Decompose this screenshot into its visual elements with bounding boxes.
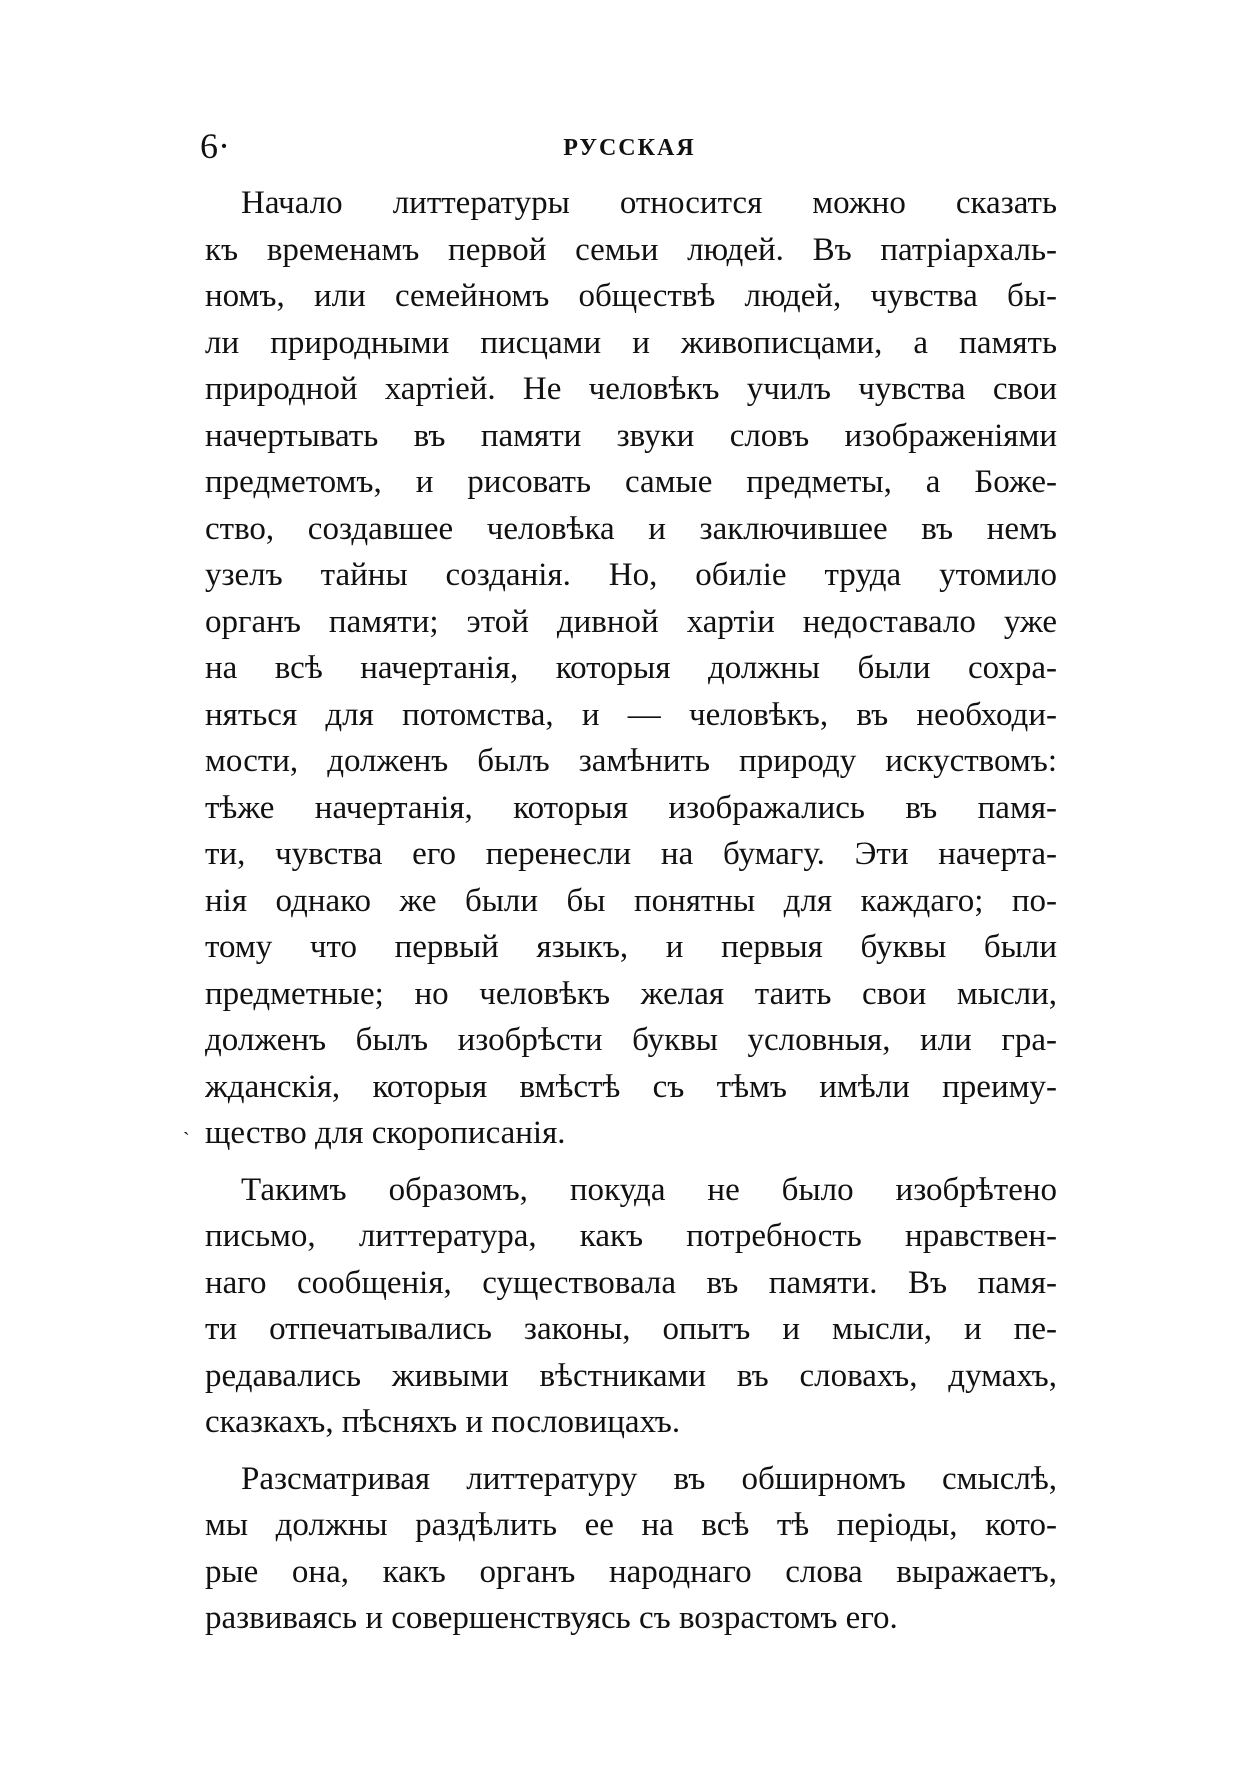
text-line: мости, долженъ былъ замѣнить природу искуствомъ: [205, 743, 1057, 779]
text-line: няться для потомства, и — человѣкъ, въ необходи- [205, 696, 1057, 733]
margin-mark: ` [183, 1129, 190, 1151]
text-line: узелъ тайны созданiя. Но, обилiе труда утомило [205, 557, 1057, 593]
paragraph [205, 1456, 1057, 1642]
text-line: рые она, какъ органъ народнаго слова выражаетъ, [205, 1553, 1057, 1590]
text-line: на всѣ начертанiя, которыя должны были сохра- [205, 650, 1057, 686]
text-line: начертывать въ памяти звуки словъ изображенiями [205, 417, 1057, 454]
text-line: редавались живыми вѣстниками въ словахъ, думахъ, [205, 1357, 1057, 1394]
text-line: долженъ былъ изобрѣсти буквы условныя, или гра- [205, 1022, 1057, 1058]
text-line: предметные; но человѣкъ желая таить свои мысли, [205, 975, 1057, 1012]
text-line: номъ, или семейномъ обществѣ людей, чувства бы- [205, 278, 1057, 314]
text-line: письмо, литтература, какъ потребность нравствен- [205, 1218, 1057, 1254]
text-line: развиваясь и совершенствуясь съ возрастомъ его. [205, 1600, 898, 1636]
running-title: РУССКАЯ [563, 135, 696, 161]
text-line: ли природными писцами и живописцами, а память [205, 324, 1057, 361]
text-line: тому что первый языкъ, и первыя буквы были [205, 929, 1057, 965]
text-line: органъ памяти; этой дивной хартiи недоставало уже [205, 603, 1057, 640]
page-number: 6· [200, 126, 230, 166]
paragraph [205, 1167, 1057, 1446]
text-line: Разсматривая литтературу въ обширномъ смыслѣ, [241, 1460, 1057, 1497]
paragraph [205, 180, 1057, 1157]
text-line: ти, чувства его перенесли на бумагу. Эти начерта- [205, 836, 1057, 872]
text-line: ти отпечатывались законы, опытъ и мысли, и пе- [205, 1311, 1057, 1347]
text-line: природной хартiей. Не человѣкъ училъ чувства свои [205, 371, 1057, 407]
text-line: ство, создавшее человѣка и заключившее въ немъ [205, 510, 1057, 547]
text-line: Такимъ образомъ, покуда не было изобрѣтено [241, 1171, 1057, 1208]
body-text [205, 180, 1057, 1642]
text-line: сказкахъ, пѣсняхъ и пословицахъ. [205, 1404, 681, 1440]
text-line: мы должны раздѣлить ее на всѣ тѣ перiоды, кото- [205, 1507, 1057, 1543]
text-line: Начало литтературы относится можно сказать [241, 185, 1057, 221]
text-line: тѣже начертанiя, которыя изображались въ памя- [205, 789, 1057, 826]
text-line: предметомъ, и рисовать самые предметы, а Боже- [205, 464, 1057, 500]
text-line: нiя однако же были бы понятны для каждаго; по- [205, 882, 1057, 919]
text-line: къ временамъ первой семьи людей. Въ патрiархаль- [205, 231, 1057, 268]
text-line: наго сообщенiя, существовала въ памяти. Въ памя- [205, 1264, 1057, 1301]
text-line: жданскiя, которыя вмѣстѣ съ тѣмъ имѣли преиму- [205, 1068, 1057, 1105]
text-line: щество для скорописанiя. [205, 1115, 566, 1151]
